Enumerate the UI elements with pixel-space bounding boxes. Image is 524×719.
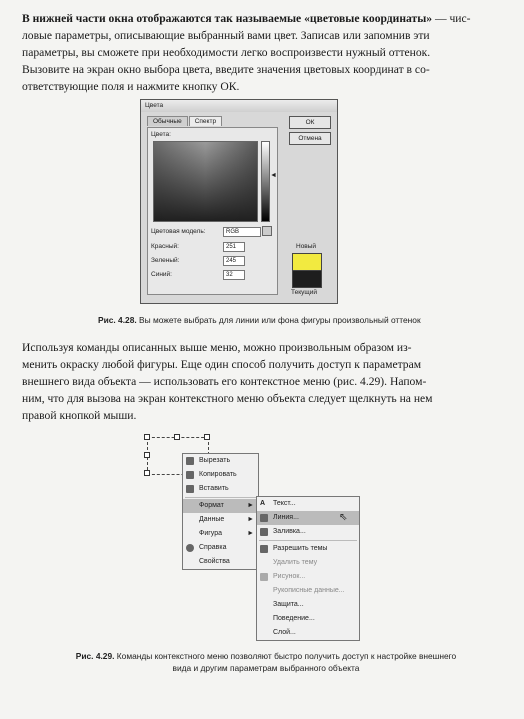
fill-icon [260,528,268,536]
submenu-arrow-icon: ► [247,516,254,523]
resize-handle[interactable] [144,452,150,458]
submenu-item-label: Поведение... [273,615,315,622]
submenu-item-picture[interactable] [257,570,359,584]
menu-item-help[interactable] [183,541,258,555]
menu-separator [259,540,357,541]
menu-item-label: Свойства [199,558,230,565]
p2-line-2: менить окраску любой фигуры. Еще один способ получить доступ к параметрам [22,358,422,371]
new-color-label: Новый [296,243,317,250]
themes-icon [260,545,268,553]
blue-input[interactable]: 32 [223,270,245,280]
menu-item-paste[interactable] [183,482,258,496]
dialog-title: Цвета [141,100,337,112]
caption-2-number: Рис. 4.29. [75,651,115,661]
luminance-pointer-icon[interactable]: ◄ [270,172,277,179]
menu-item-label: Вырезать [199,457,231,464]
submenu-item-label: Разрешить темы [273,545,328,552]
submenu-item-line[interactable] [257,511,359,525]
caption-2-line-2: вида и другим параметрам выбранного объекта [172,663,360,673]
model-dropdown-icon[interactable] [262,226,272,236]
caption-1-text: Вы можете выбрать для линии или фона фигуры произвольный оттенок [139,315,421,325]
line-icon [260,514,268,522]
caption-fig-4-28 [98,315,421,325]
submenu-item-ink[interactable] [257,584,359,598]
submenu-item-label: Рукописные данные... [273,587,345,594]
ok-button[interactable]: ОК [289,116,331,129]
resize-handle[interactable] [144,434,150,440]
caption-1-number: Рис. 4.28. [98,315,137,325]
p1-line-2: ловые параметры, описывающие выбранный вами цвет. Записав или запомнив эти [22,29,430,42]
menu-item-label: Фигура [199,530,222,537]
p1-line-3: параметры, вы сможете при необходимости легко воспроизвести нужный оттенок. [22,46,431,59]
help-icon [186,544,194,552]
paste-icon [186,485,194,493]
submenu-item-label: Линия... [273,514,299,521]
paragraph-1 [22,10,508,95]
submenu-item-remove-theme[interactable] [257,556,359,570]
menu-item-label: Копировать [199,471,237,478]
p1-line-5: ответствующие поля и нажмите кнопку ОК. [22,80,240,93]
resize-handle[interactable] [144,470,150,476]
submenu-item-protection[interactable] [257,598,359,612]
submenu-item-fill[interactable] [257,525,359,539]
menu-item-properties[interactable] [183,555,258,569]
submenu-item-label: Защита... [273,601,304,608]
submenu-item-label: Рисунок... [273,573,306,580]
menu-item-label: Вставить [199,485,229,492]
tab-spectrum[interactable]: Спектр [189,116,222,126]
submenu-item-label: Заливка... [273,528,306,535]
green-label: Зеленый: [151,257,180,264]
resize-handle[interactable] [174,434,180,440]
submenu-item-allow-themes[interactable] [257,542,359,556]
picture-icon [260,573,268,581]
caption-2-text-1: Команды контекстного меню позволяют быстро получить доступ к настройке внешнего [116,651,457,661]
paragraph-2 [22,339,508,424]
text-icon: A [260,500,266,507]
menu-item-label: Данные [199,516,225,523]
context-menu [182,453,259,570]
menu-item-label: Справка [199,544,227,551]
mouse-cursor-icon: ⇖ [339,512,348,523]
red-input[interactable]: 251 [223,242,245,252]
submenu-item-label: Текст... [273,500,296,507]
submenu-item-text[interactable] [257,497,359,511]
blue-label: Синий: [151,271,172,278]
dialog-tabs [147,116,223,126]
color-dialog [140,99,338,304]
resize-handle[interactable] [204,434,210,440]
new-color-swatch [292,253,322,271]
p1-line-1 [22,10,508,27]
model-select[interactable]: RGB [223,227,261,237]
p1-line-1-bold: В нижней части окна отображаются так называемые «цветовые координаты» [22,12,433,25]
tab-standard[interactable]: Обычные [147,116,188,126]
caption-2-line-1 [26,650,506,662]
p2-line-3: внешнего вида объекта — использовать его контекстное меню (рис. 4.29). Напом- [22,375,427,388]
submenu-item-label: Слой... [273,629,296,636]
p2-line-5: правой кнопкой мыши. [22,409,137,422]
scissors-icon [186,457,194,465]
red-label: Красный: [151,243,179,250]
model-label: Цветовая модель: [151,228,206,235]
menu-item-format[interactable] [183,499,258,513]
caption-fig-4-29 [26,650,506,674]
menu-item-shape[interactable] [183,527,258,541]
p2-line-1: Используя команды описанных выше меню, можно произвольным образом из- [22,341,412,354]
menu-item-cut[interactable] [183,454,258,468]
luminance-slider[interactable] [261,141,270,222]
spectrum-picker[interactable] [153,141,258,222]
submenu-item-layer[interactable] [257,626,359,640]
p2-line-4: ним, что для вызова на экран контекстного меню объекта следует щелкнуть на нем [22,392,433,405]
copy-icon [186,471,194,479]
menu-item-data[interactable] [183,513,258,527]
current-color-label: Текущий [291,289,317,296]
menu-item-copy[interactable] [183,468,258,482]
p1-line-4: Вызовите на экран окно выбора цвета, введите значения цветовых координат в со- [22,63,430,76]
submenu-arrow-icon: ► [247,530,254,537]
green-input[interactable]: 245 [223,256,245,266]
colors-label: Цвета: [151,131,171,138]
menu-item-label: Формат [199,502,224,509]
p1-line-1-rest: — чис- [432,12,471,25]
current-color-swatch [292,270,322,288]
format-submenu [256,496,360,641]
submenu-item-label: Удалить тему [273,559,318,566]
menu-separator [185,497,256,498]
submenu-arrow-icon: ► [247,502,254,509]
submenu-item-behavior[interactable] [257,612,359,626]
cancel-button[interactable]: Отмена [289,132,331,145]
